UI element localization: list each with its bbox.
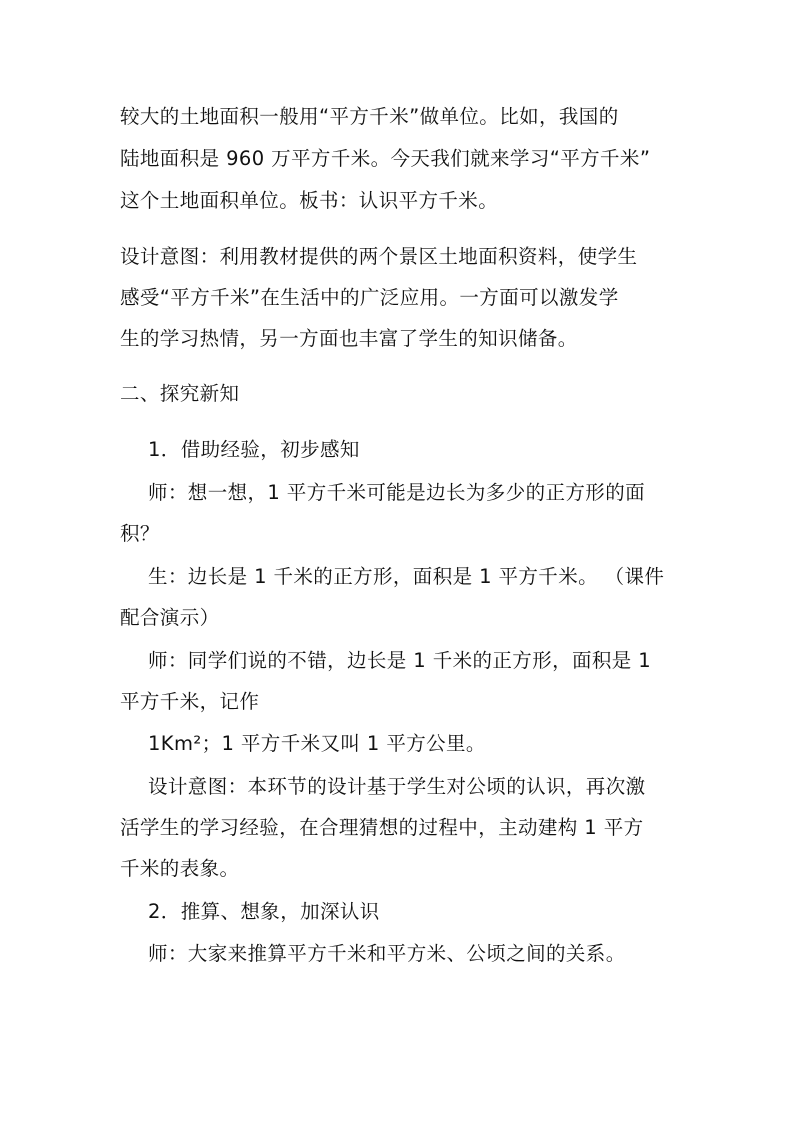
paragraph-line: 千米的表象。 [120, 857, 240, 880]
subsection-heading: 2．推算、想象，加深认识 [148, 900, 380, 923]
paragraph-line: 平方千米，记作 [120, 690, 260, 713]
paragraph-line: 活学生的学习经验，在合理猜想的过程中，主动建构 1 平方 [120, 816, 644, 839]
paragraph-line: 配合演示） [120, 606, 220, 629]
paragraph-line: 1Km²；1 平方千米又叫 1 平方公里。 [148, 732, 486, 755]
paragraph-line: 师：想一想，1 平方千米可能是边长为多少的正方形的面 [148, 481, 646, 504]
paragraph-line: 师：大家来推算平方千米和平方米、公顷之间的关系。 [148, 942, 626, 965]
paragraph-line: 陆地面积是 960 万平方千米。今天我们就来学习“平方千米” [120, 147, 651, 170]
paragraph-line: 生：边长是 1 千米的正方形，面积是 1 平方千米。 （课件 [148, 565, 665, 588]
paragraph-line: 积？ [120, 522, 160, 545]
subsection-heading: 1．借助经验，初步感知 [148, 438, 360, 461]
paragraph-line: 设计意图：本环节的设计基于学生对公顷的认识，再次激 [148, 775, 646, 798]
paragraph-line: 感受“平方千米”在生活中的广泛应用。一方面可以激发学 [120, 286, 619, 309]
paragraph-line: 较大的土地面积一般用“平方千米”做单位。比如，我国的 [120, 105, 619, 128]
paragraph-line: 这个土地面积单位。板书：认识平方千米。 [120, 189, 499, 212]
paragraph-line: 生的学习热情，另一方面也丰富了学生的知识储备。 [120, 327, 578, 350]
section-heading: 二、探究新知 [120, 382, 240, 405]
paragraph-line: 师：同学们说的不错，边长是 1 千米的正方形，面积是 1 [148, 649, 652, 672]
paragraph-line: 设计意图：利用教材提供的两个景区土地面积资料，使学生 [120, 245, 638, 268]
